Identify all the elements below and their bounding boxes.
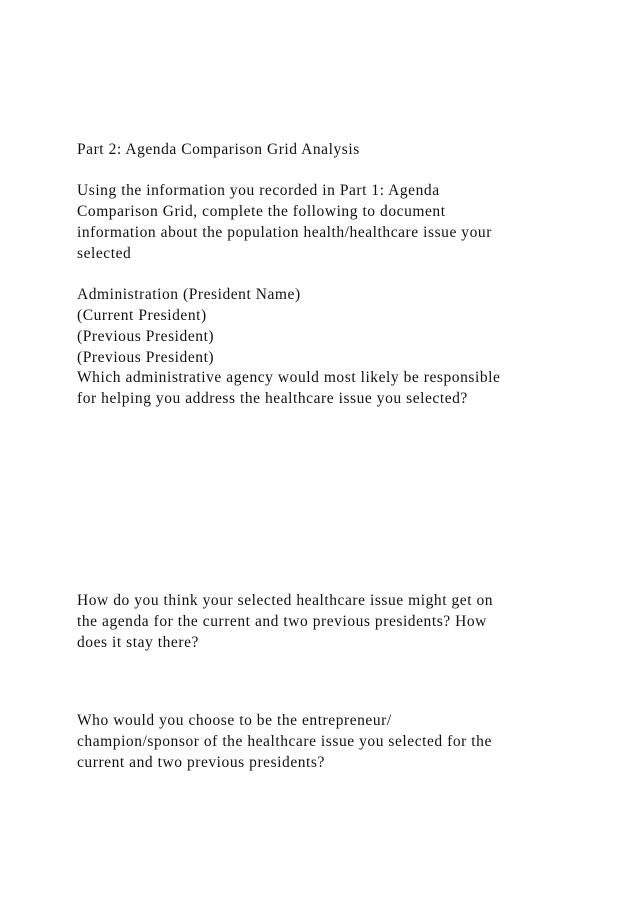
question-champion-line: champion/sponsor of the healthcare issue you selected for the [77, 733, 492, 750]
question-agency-line: Which administrative agency would most likely be responsible [77, 369, 501, 386]
question-agenda-line: How do you think your selected healthcare issue might get on [77, 592, 494, 609]
question-champion-line: current and two previous presidents? [77, 754, 325, 771]
question-agenda-line: the agenda for the current and two previous presidents? How [77, 613, 487, 630]
intro-line: Comparison Grid, complete the following to document [77, 203, 446, 220]
intro-line: selected [77, 245, 132, 262]
previous-president-label: (Previous President) [77, 328, 215, 345]
previous-president-label: (Previous President) [77, 349, 215, 366]
current-president-label: (Current President) [77, 307, 207, 324]
question-agenda-line: does it stay there? [77, 634, 199, 651]
question-champion-line: Who would you choose to be the entrepreneur/ [77, 712, 392, 729]
administration-label: Administration (President Name) [77, 286, 301, 303]
question-agency-line: for helping you address the healthcare issue you selected? [77, 390, 468, 407]
intro-line: information about the population health/healthcare issue your [77, 224, 492, 241]
intro-line: Using the information you recorded in Part 1: Agenda [77, 182, 440, 199]
section-heading: Part 2: Agenda Comparison Grid Analysis [77, 141, 360, 158]
